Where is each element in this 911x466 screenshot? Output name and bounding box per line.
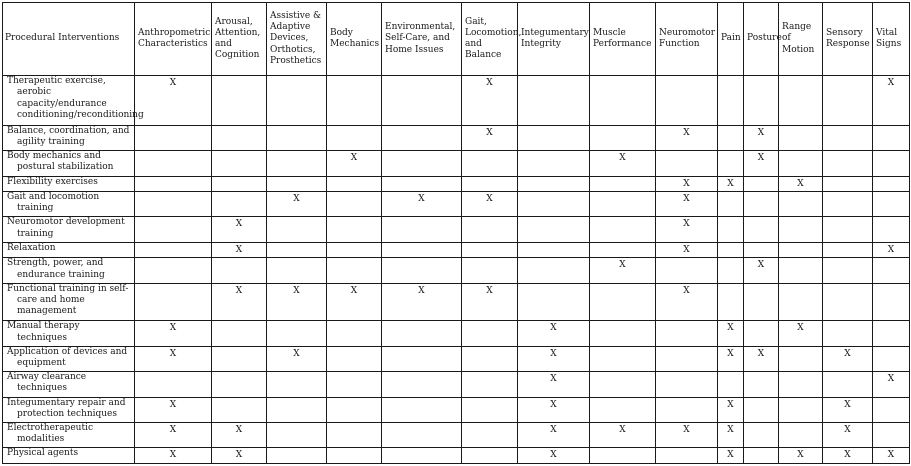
check-mark-cell: X	[656, 192, 718, 217]
row-label-cell	[3, 346, 135, 371]
check-mark-cell: X	[518, 397, 590, 422]
check-mark-cell: X	[462, 283, 518, 321]
check-mark-cell: X	[135, 423, 212, 448]
check-mark-cell: X	[656, 125, 718, 150]
empty-cell	[656, 448, 718, 464]
empty-cell	[590, 321, 656, 346]
empty-cell	[779, 125, 823, 150]
row-label-cell	[3, 321, 135, 346]
empty-cell	[779, 192, 823, 217]
empty-cell	[462, 346, 518, 371]
empty-cell	[462, 372, 518, 397]
row-label: Balance, coordination, and agility training	[7, 125, 130, 148]
row-label: Integumentary repair and protection techniques	[7, 397, 126, 419]
table-row	[3, 397, 910, 422]
check-mark-cell: X	[779, 448, 823, 464]
empty-cell	[718, 372, 744, 397]
check-mark-cell: X	[518, 448, 590, 464]
check-mark-cell: X	[135, 76, 212, 126]
empty-cell	[779, 346, 823, 371]
table-body	[3, 76, 910, 464]
check-mark-cell: X	[779, 321, 823, 346]
header-row	[3, 3, 910, 76]
check-mark-cell: X	[744, 258, 779, 283]
empty-cell	[873, 192, 910, 217]
check-mark-cell: X	[823, 448, 873, 464]
empty-cell	[718, 258, 744, 283]
corner-header: Procedural Interventions	[3, 3, 135, 76]
empty-cell	[718, 76, 744, 126]
check-mark-cell: X	[267, 192, 327, 217]
empty-cell	[462, 397, 518, 422]
empty-cell	[267, 372, 327, 397]
empty-cell	[718, 217, 744, 242]
column-header: Body Mechanics	[327, 3, 382, 76]
check-mark-cell: X	[267, 346, 327, 371]
empty-cell	[744, 217, 779, 242]
empty-cell	[744, 397, 779, 422]
empty-cell	[135, 125, 212, 150]
check-mark-cell: X	[212, 283, 267, 321]
table-row	[3, 283, 910, 321]
row-label-cell	[3, 125, 135, 150]
empty-cell	[135, 192, 212, 217]
check-mark-cell: X	[212, 448, 267, 464]
row-label-cell	[3, 283, 135, 321]
row-label: Strength, power, and endurance training	[7, 258, 105, 280]
empty-cell	[135, 151, 212, 176]
row-label-cell	[3, 258, 135, 283]
check-mark-cell: X	[656, 176, 718, 191]
empty-cell	[462, 176, 518, 191]
row-label: Airway clearance techniques	[7, 372, 87, 394]
row-label: Physical agents	[7, 448, 79, 459]
empty-cell	[744, 242, 779, 257]
empty-cell	[656, 321, 718, 346]
column-header: Muscle Performance	[590, 3, 656, 76]
empty-cell	[779, 151, 823, 176]
empty-cell	[212, 397, 267, 422]
row-label-cell	[3, 192, 135, 217]
column-header: Anthropometric Characteristics	[135, 3, 212, 76]
check-mark-cell: X	[873, 76, 910, 126]
empty-cell	[462, 151, 518, 176]
check-mark-cell: X	[327, 283, 382, 321]
empty-cell	[656, 346, 718, 371]
empty-cell	[327, 258, 382, 283]
empty-cell	[823, 125, 873, 150]
check-mark-cell: X	[779, 176, 823, 191]
empty-cell	[656, 372, 718, 397]
row-label-cell	[3, 397, 135, 422]
column-header: Sensory Response	[823, 3, 873, 76]
check-mark-cell: X	[518, 346, 590, 371]
empty-cell	[135, 176, 212, 191]
empty-cell	[718, 283, 744, 321]
empty-cell	[744, 321, 779, 346]
check-mark-cell: X	[212, 423, 267, 448]
check-mark-cell: X	[518, 321, 590, 346]
empty-cell	[823, 76, 873, 126]
empty-cell	[212, 176, 267, 191]
check-mark-cell: X	[212, 242, 267, 257]
check-mark-cell: X	[462, 76, 518, 126]
empty-cell	[518, 258, 590, 283]
empty-cell	[823, 258, 873, 283]
empty-cell	[718, 192, 744, 217]
empty-cell	[873, 346, 910, 371]
empty-cell	[327, 125, 382, 150]
table-row	[3, 242, 910, 257]
empty-cell	[873, 321, 910, 346]
empty-cell	[267, 76, 327, 126]
check-mark-cell: X	[873, 242, 910, 257]
empty-cell	[873, 258, 910, 283]
empty-cell	[135, 217, 212, 242]
empty-cell	[656, 397, 718, 422]
column-header: Arousal, Attention, and Cognition	[212, 3, 267, 76]
empty-cell	[518, 217, 590, 242]
column-header: Environmental, Self-Care, and Home Issues	[382, 3, 462, 76]
empty-cell	[656, 258, 718, 283]
empty-cell	[779, 397, 823, 422]
check-mark-cell: X	[518, 372, 590, 397]
empty-cell	[590, 76, 656, 126]
check-mark-cell: X	[656, 423, 718, 448]
empty-cell	[744, 448, 779, 464]
table-row	[3, 321, 910, 346]
empty-cell	[267, 125, 327, 150]
empty-cell	[873, 283, 910, 321]
empty-cell	[873, 423, 910, 448]
empty-cell	[873, 151, 910, 176]
empty-cell	[518, 125, 590, 150]
table-row	[3, 346, 910, 371]
row-label-cell	[3, 151, 135, 176]
empty-cell	[135, 242, 212, 257]
table-row	[3, 448, 910, 464]
check-mark-cell: X	[873, 372, 910, 397]
empty-cell	[382, 397, 462, 422]
empty-cell	[382, 448, 462, 464]
empty-cell	[382, 258, 462, 283]
empty-cell	[590, 125, 656, 150]
row-label-cell	[3, 176, 135, 191]
check-mark-cell: X	[212, 217, 267, 242]
column-header: Range of Motion	[779, 3, 823, 76]
empty-cell	[327, 176, 382, 191]
empty-cell	[779, 423, 823, 448]
check-mark-cell: X	[656, 242, 718, 257]
empty-cell	[212, 125, 267, 150]
column-header: Posture	[744, 3, 779, 76]
check-mark-cell: X	[462, 192, 518, 217]
empty-cell	[718, 242, 744, 257]
table-row	[3, 176, 910, 191]
empty-cell	[590, 283, 656, 321]
check-mark-cell: X	[718, 397, 744, 422]
table-row	[3, 151, 910, 176]
empty-cell	[212, 372, 267, 397]
row-label: Manual therapy techniques	[7, 321, 80, 343]
row-label-cell	[3, 448, 135, 464]
empty-cell	[212, 321, 267, 346]
empty-cell	[518, 151, 590, 176]
table-row	[3, 192, 910, 217]
check-mark-cell: X	[823, 423, 873, 448]
empty-cell	[267, 448, 327, 464]
table-row	[3, 217, 910, 242]
empty-cell	[823, 321, 873, 346]
empty-cell	[656, 151, 718, 176]
column-header: Gait, Locomotion, and Balance	[462, 3, 518, 76]
empty-cell	[382, 217, 462, 242]
empty-cell	[779, 258, 823, 283]
empty-cell	[590, 176, 656, 191]
empty-cell	[382, 76, 462, 126]
empty-cell	[267, 258, 327, 283]
column-header: Integumentary Integrity	[518, 3, 590, 76]
empty-cell	[267, 217, 327, 242]
empty-cell	[382, 242, 462, 257]
empty-cell	[779, 217, 823, 242]
column-header: Pain	[718, 3, 744, 76]
empty-cell	[873, 176, 910, 191]
column-header: Neuromotor Function	[656, 3, 718, 76]
empty-cell	[382, 125, 462, 150]
empty-cell	[212, 151, 267, 176]
empty-cell	[327, 372, 382, 397]
empty-cell	[212, 192, 267, 217]
empty-cell	[823, 372, 873, 397]
check-mark-cell: X	[590, 423, 656, 448]
row-label: Relaxation	[7, 242, 56, 253]
empty-cell	[462, 242, 518, 257]
check-mark-cell: X	[744, 346, 779, 371]
check-mark-cell: X	[718, 423, 744, 448]
empty-cell	[590, 372, 656, 397]
empty-cell	[518, 242, 590, 257]
empty-cell	[823, 242, 873, 257]
empty-cell	[327, 242, 382, 257]
check-mark-cell: X	[135, 321, 212, 346]
empty-cell	[518, 176, 590, 191]
empty-cell	[590, 448, 656, 464]
empty-cell	[779, 242, 823, 257]
table-row	[3, 423, 910, 448]
table-row	[3, 76, 910, 126]
column-header: Assistive & Adaptive Devices, Orthotics, Prosthetics	[267, 3, 327, 76]
empty-cell	[267, 423, 327, 448]
row-label: Therapeutic exercise, aerobic capacity/endurance conditioning/reconditioning	[7, 76, 144, 120]
empty-cell	[744, 76, 779, 126]
empty-cell	[518, 283, 590, 321]
empty-cell	[382, 372, 462, 397]
check-mark-cell: X	[462, 125, 518, 150]
empty-cell	[873, 397, 910, 422]
empty-cell	[718, 125, 744, 150]
empty-cell	[744, 423, 779, 448]
check-mark-cell: X	[382, 283, 462, 321]
row-label: Gait and locomotion training	[7, 192, 100, 214]
empty-cell	[656, 76, 718, 126]
empty-cell	[873, 217, 910, 242]
row-label-cell	[3, 242, 135, 257]
row-label: Functional training in self-care and home management	[7, 283, 129, 317]
empty-cell	[823, 192, 873, 217]
empty-cell	[823, 176, 873, 191]
check-mark-cell: X	[135, 448, 212, 464]
check-mark-cell: X	[267, 283, 327, 321]
empty-cell	[327, 76, 382, 126]
empty-cell	[212, 76, 267, 126]
empty-cell	[744, 283, 779, 321]
check-mark-cell: X	[718, 176, 744, 191]
empty-cell	[873, 125, 910, 150]
empty-cell	[823, 283, 873, 321]
empty-cell	[327, 321, 382, 346]
empty-cell	[382, 321, 462, 346]
empty-cell	[823, 217, 873, 242]
empty-cell	[779, 283, 823, 321]
table-row	[3, 258, 910, 283]
empty-cell	[590, 346, 656, 371]
empty-cell	[382, 346, 462, 371]
empty-cell	[327, 346, 382, 371]
empty-cell	[718, 151, 744, 176]
empty-cell	[382, 176, 462, 191]
empty-cell	[462, 217, 518, 242]
check-mark-cell: X	[590, 258, 656, 283]
empty-cell	[212, 258, 267, 283]
empty-cell	[327, 397, 382, 422]
table-row	[3, 125, 910, 150]
check-mark-cell: X	[744, 151, 779, 176]
empty-cell	[744, 192, 779, 217]
empty-cell	[212, 346, 267, 371]
check-mark-cell: X	[718, 448, 744, 464]
check-mark-cell: X	[135, 397, 212, 422]
empty-cell	[135, 283, 212, 321]
empty-cell	[462, 321, 518, 346]
empty-cell	[779, 372, 823, 397]
empty-cell	[382, 151, 462, 176]
empty-cell	[327, 448, 382, 464]
check-mark-cell: X	[656, 217, 718, 242]
row-label-cell	[3, 217, 135, 242]
table-row	[3, 372, 910, 397]
empty-cell	[518, 76, 590, 126]
empty-cell	[590, 192, 656, 217]
check-mark-cell: X	[823, 397, 873, 422]
check-mark-cell: X	[823, 346, 873, 371]
empty-cell	[590, 397, 656, 422]
row-label: Flexibility exercises	[7, 176, 98, 187]
check-mark-cell: X	[327, 151, 382, 176]
row-label: Neuromotor development training	[7, 217, 125, 239]
check-mark-cell: X	[382, 192, 462, 217]
empty-cell	[518, 192, 590, 217]
empty-cell	[267, 397, 327, 422]
check-mark-cell: X	[744, 125, 779, 150]
row-label: Body mechanics and postural stabilization	[7, 151, 114, 173]
empty-cell	[267, 321, 327, 346]
row-label: Application of devices and equipment	[7, 346, 128, 369]
row-label-cell	[3, 76, 144, 126]
check-mark-cell: X	[718, 346, 744, 371]
empty-cell	[744, 176, 779, 191]
empty-cell	[462, 258, 518, 283]
empty-cell	[590, 242, 656, 257]
empty-cell	[267, 242, 327, 257]
empty-cell	[779, 76, 823, 126]
empty-cell	[327, 192, 382, 217]
row-label-cell	[3, 372, 135, 397]
empty-cell	[382, 423, 462, 448]
check-mark-cell: X	[873, 448, 910, 464]
check-mark-cell: X	[518, 423, 590, 448]
empty-cell	[135, 258, 212, 283]
empty-cell	[135, 372, 212, 397]
empty-cell	[462, 423, 518, 448]
empty-cell	[462, 448, 518, 464]
check-mark-cell: X	[135, 346, 212, 371]
check-mark-cell: X	[718, 321, 744, 346]
row-label: Electrotherapeutic modalities	[7, 423, 93, 445]
interventions-matrix-table	[2, 2, 910, 464]
row-label-cell	[3, 423, 135, 448]
check-mark-cell: X	[656, 283, 718, 321]
check-mark-cell: X	[590, 151, 656, 176]
empty-cell	[327, 423, 382, 448]
empty-cell	[823, 151, 873, 176]
empty-cell	[590, 217, 656, 242]
empty-cell	[327, 217, 382, 242]
empty-cell	[744, 372, 779, 397]
empty-cell	[267, 151, 327, 176]
column-header: Vital Signs	[873, 3, 910, 76]
empty-cell	[267, 176, 327, 191]
